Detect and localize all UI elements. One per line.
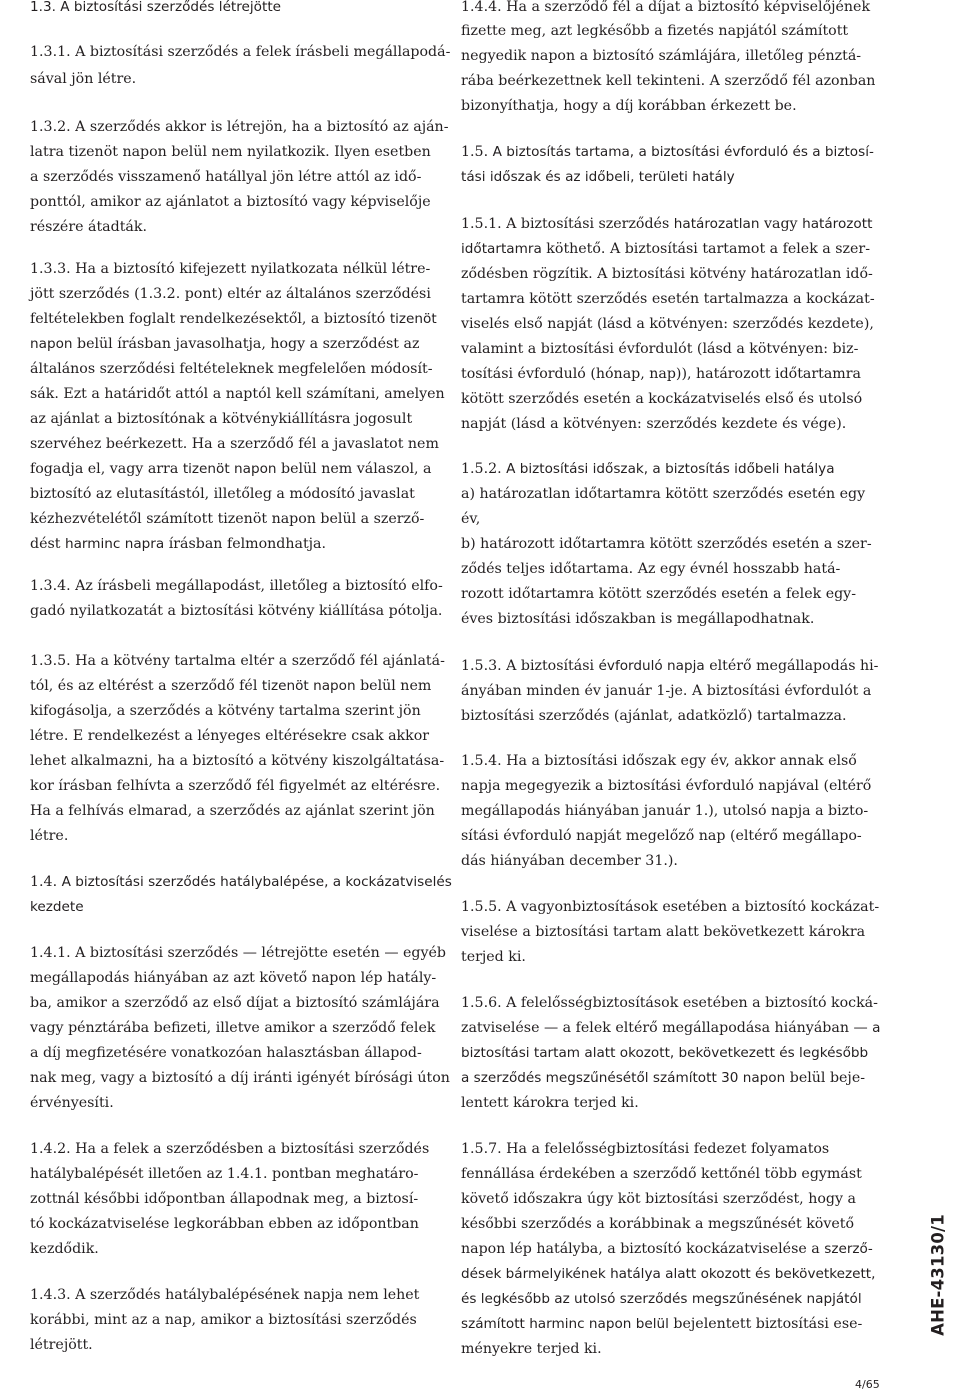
text-line: [461, 684, 871, 698]
body-text: nak meg, vagy a biztosító a díj iránti igényét bírósági úton: [30, 1070, 450, 1086]
body-text: 1.3.5. Ha a kötvény tartalma eltér a szerződő fél ajánlatá-: [30, 653, 445, 669]
body-text: gadó nyilatkozatát a biztosítási kötvény kiállítása pótolja.: [30, 603, 443, 619]
text-line: [461, 1292, 862, 1307]
body-text: éves biztosítási időszakban is megállapodhatnak.: [461, 611, 815, 627]
body-text: jött szerződés (1.3.2. pont) eltér az általános szerződési: [30, 286, 431, 302]
body-text: zatviselése — a felek eltérő megállapodása hiányában —: [461, 1020, 873, 1036]
body-text: kor írásban felhívta a szerződő fél figyelmét az eltérésre.: [30, 778, 441, 794]
text-line: [461, 996, 878, 1010]
body-text: 1.5.7. Ha a felelősségbiztosítási fedezet folyamatos: [461, 1141, 830, 1157]
body-text: 1.5.6. A felelősségbiztosítások esetében a biztosító kocká-: [461, 995, 878, 1011]
body-text: belül írásban javasolhatja, hogy a szerződést az: [72, 336, 420, 352]
text-line: [461, 709, 846, 723]
text-line: [30, 1096, 114, 1110]
body-text: 1.5.1. A biztosítási szerződés: [461, 216, 674, 232]
body-text: dás hiányában december 31.).: [461, 853, 678, 869]
text-line: [30, 946, 446, 960]
text-line: [30, 1192, 418, 1206]
text-line: [30, 337, 419, 352]
text-line: [461, 317, 874, 331]
emphasis-text: a szerződés megszűnésétől számított 30 napon: [461, 1070, 786, 1086]
text-line: [30, 604, 442, 618]
body-text: rozott időtartamra kötött szerződés esetén a felek egy-: [461, 586, 856, 602]
body-text: ba, amikor a szerződő az első díjat a biztosító számlájára: [30, 995, 440, 1011]
text-line: [30, 412, 412, 426]
body-text: részére átadták.: [30, 219, 147, 235]
text-line: [461, 925, 865, 939]
emphasis-text: évforduló napja: [598, 658, 705, 674]
body-text: érvényesíti.: [30, 1095, 114, 1111]
body-text: napon lép hatályba, a biztosító kockázatviselése a: [461, 1241, 825, 1257]
text-line: [461, 342, 858, 356]
emphasis-text: a: [872, 1020, 881, 1036]
text-line: [461, 1167, 862, 1181]
body-text: létre. E rendelkezést a lényeges eltérésekre csak akkor: [30, 728, 430, 744]
text-line: [30, 579, 443, 593]
emphasis-text: A biztosítási szerződés hatálybalépése, a kockázatviselés: [61, 874, 452, 890]
page-number: 4/65: [855, 1378, 880, 1391]
body-text: tosítási évforduló (hónap, nap)), határozott időtartamra: [461, 366, 861, 382]
text-line: [461, 950, 526, 964]
body-text: negyedik napon a biztosító számlájára, illetőleg pénztá-: [461, 48, 862, 64]
body-text: zottnál későbbi időpontban állapodnak meg, a biztosí-: [30, 1191, 419, 1207]
body-text: fennállása érdekében a szerződő kettőnél több egymást: [461, 1166, 862, 1182]
body-text: bizonyíthatja, hogy a díj korábban érkezett be.: [461, 98, 797, 114]
text-line: [30, 1313, 417, 1327]
text-line: [30, 512, 424, 526]
emphasis-text: 1.3. A biztosítási szerződés létrejötte: [30, 0, 282, 15]
text-line: [30, 312, 437, 327]
emphasis-text: dések bármelyikének hatálya alatt okozott és bekövetkezett,: [461, 1266, 876, 1282]
text-line: [461, 242, 870, 257]
body-text: hatálybalépését illetően az 1.4.1. pontban meghatáro-: [30, 1166, 419, 1182]
body-text: megállapodás hiányában az azt követő napon lép hatály-: [30, 970, 437, 986]
text-line: [30, 1167, 418, 1181]
text-line: [461, 74, 875, 88]
body-text: belül nem válaszol, a: [276, 461, 432, 477]
text-line: [30, 120, 449, 134]
text-line: [461, 562, 840, 576]
body-text: eltérő megállapodás hi-: [704, 658, 879, 674]
body-text: 1.4.2. Ha a felek a szerződésben a biztosítási szerződés: [30, 1141, 430, 1157]
text-line: [461, 1142, 829, 1156]
emphasis-text: tási időszak és az időbeli, területi hatály: [461, 169, 735, 185]
text-line: [30, 779, 440, 793]
body-text: belül nem: [355, 678, 432, 694]
body-text: ződésben rögzítik. A biztosítási kötvény határozatlan idő-: [461, 266, 873, 282]
text-line: [30, 462, 432, 477]
text-line: [30, 654, 445, 668]
text-line: [461, 1021, 881, 1036]
body-text: fogadja el, vagy arra: [30, 461, 183, 477]
emphasis-text: időtartamra: [461, 241, 542, 257]
text-line: [30, 1288, 419, 1302]
body-text: megállapodás hiányában január 1.), utolsó napja a bizto-: [461, 803, 869, 819]
text-line: [30, 1046, 422, 1060]
text-line: [30, 45, 450, 59]
text-line: [461, 367, 861, 381]
emphasis-text: és legkésőbb az utolsó szerződés megszűnésének napjától: [461, 1291, 862, 1307]
document-code-text: AHE-43130/1: [928, 1214, 948, 1336]
body-text: korábbi, mint az a nap, amikor a biztosítási szerződés: [30, 1312, 417, 1328]
text-line: [461, 292, 875, 306]
text-line: [30, 145, 431, 159]
text-line: [30, 754, 444, 768]
text-line: [461, 1071, 865, 1086]
body-text: szervéhez beérkezett. Ha a szerződő fél a javaslatot nem: [30, 436, 439, 452]
body-text: 1.3.1. A biztosítási szerződés a felek írásbeli megállapodá-: [30, 44, 451, 60]
body-text: Ha a felhívás elmarad, a szerződés az ajánlat szerint jön: [30, 803, 435, 819]
text-line: [461, 145, 874, 160]
body-text: kezdődik.: [30, 1241, 99, 1257]
body-text: vagy: [759, 216, 803, 232]
body-text: 1.3.4. Az írásbeli megállapodást, illetőleg a biztosító elfo-: [30, 578, 443, 594]
body-text: rába beérkezettnek kell tekinteni. A szerződő fél azonban: [461, 73, 876, 89]
body-text: biztosítási szerződés (ajánlat, adatközlő) tartalmazza.: [461, 708, 847, 724]
text-line: [461, 587, 856, 601]
body-text: év,: [461, 511, 481, 527]
body-text: feltételekben foglalt rendelkezésektől, a biztosító: [30, 311, 390, 327]
emphasis-text: tizenöt napon: [261, 678, 356, 694]
body-text: ponttól, amikor az ajánlatot a biztosító vagy képviselője: [30, 194, 431, 210]
text-line: [461, 779, 871, 793]
text-line: [461, 392, 862, 406]
body-text: lehet alkalmazni, ha a biztosító a kötvény kiszolgáltatása-: [30, 753, 445, 769]
body-text: napja megegyezik a biztosítási évforduló napjával (eltérő: [461, 778, 872, 794]
emphasis-text: számított harminc napon belül: [461, 1316, 669, 1332]
body-text: tó kockázatviselése legkorábban ebben az időpontban: [30, 1216, 419, 1232]
body-text: későbbi szerződés a korábbinak a megszűnését követő: [461, 1216, 855, 1232]
body-text: a díj megfizetésére vonatkozóan halasztásban állapod-: [30, 1045, 422, 1061]
emphasis-text: harminc napra: [64, 536, 165, 552]
body-text: fizette meg, azt legkésőbb a fizetés napjától számított: [461, 23, 849, 39]
body-text: követő időszakra úgy köt biztosítási szerződést, hogy a: [461, 1191, 856, 1207]
body-text: ányában minden év január 1-je. A biztosítási évfordulót a: [461, 683, 872, 699]
body-text: ményekre terjed ki.: [461, 1341, 602, 1357]
text-line: [30, 220, 147, 234]
body-text: 1.4.4. Ha a szerződő fél a díjat a biztosító képviselőjének: [461, 0, 871, 15]
text-line: [461, 217, 872, 232]
body-text: a) határozatlan időtartamra kötött szerződés esetén egy: [461, 486, 866, 502]
text-line: [30, 262, 430, 276]
text-line: [30, 1217, 419, 1231]
text-line: [461, 49, 861, 63]
text-line: [30, 287, 431, 301]
body-text: valamint a biztosítási évfordulót (lásd a kötvényen: biz-: [461, 341, 859, 357]
body-text: 1.4.: [30, 874, 62, 890]
body-text: 1.5.5. A vagyonbiztosítások esetében a biztosító kockázat-: [461, 899, 880, 915]
body-text: köthető. A biztosítási tartamot a felek a szer-: [541, 241, 871, 257]
text-line: [461, 99, 797, 113]
text-line: [30, 996, 440, 1010]
text-line: [461, 512, 480, 526]
text-line: [461, 1046, 868, 1061]
body-text: biztosító az elutasítástól, illetőleg a módosító javaslat: [30, 486, 415, 502]
text-line: [30, 875, 452, 890]
text-line: [461, 417, 846, 431]
text-line: [30, 704, 421, 718]
body-text: belül beje-: [785, 1070, 866, 1086]
body-text: b) határozott időtartamra kötött szerződés esetén a szer-: [461, 536, 872, 552]
text-line: [30, 170, 421, 184]
text-line: [30, 1242, 99, 1256]
body-text: tól, és az eltérést a szerződő fél: [30, 678, 262, 694]
body-text: tartamra kötött szerződés esetén tartalmazza a kockázat-: [461, 291, 875, 307]
text-line: [30, 1142, 429, 1156]
emphasis-text: napon: [30, 336, 73, 352]
text-line: [30, 829, 68, 843]
body-text: dést: [30, 536, 65, 552]
text-line: [30, 487, 415, 501]
text-line: [461, 537, 872, 551]
body-text: létre.: [30, 828, 69, 844]
emphasis-text: határozott: [802, 216, 873, 232]
body-text: 1.3.2. A szerződés akkor is létrejön, ha a biztosító az aján-: [30, 119, 449, 135]
body-text: 1.5.2.: [461, 461, 507, 477]
body-text: sítási évforduló napját megelőző nap (eltérő megállapo-: [461, 828, 862, 844]
document-code: [925, 1200, 951, 1350]
text-line: [30, 729, 429, 743]
body-text: sák. Ezt a határidőt attól a naptól kell számítani, amelyen: [30, 386, 445, 402]
text-line: [30, 195, 431, 209]
emphasis-text: biztosítási tartam alatt okozott, bekövetkezett és legkésőbb: [461, 1045, 869, 1061]
text-line: [461, 1192, 856, 1206]
text-line: [30, 437, 439, 451]
text-line: [30, 804, 435, 818]
text-line: [461, 1242, 873, 1257]
text-line: [30, 0, 281, 15]
body-text: bejelentett biztosítási ese-: [668, 1316, 863, 1332]
text-line: [461, 170, 735, 185]
body-text: vagy pénztárába befizeti, illetve amikor a szerződő felek: [30, 1020, 436, 1036]
text-line: [30, 1071, 450, 1085]
text-line: [461, 659, 878, 674]
body-text: írásban felmondhatja.: [164, 536, 327, 552]
body-text: a szerződés visszamenő hatállyal jön létre attól az idő-: [30, 169, 422, 185]
body-text: 1.5.: [461, 144, 493, 160]
body-text: napját (lásd a kötvényen: szerződés kezdete és vége).: [461, 416, 847, 432]
text-line: [461, 754, 857, 768]
text-line: [461, 829, 862, 843]
body-text: kötött szerződés esetén a kockázatviselés első és utolsó: [461, 391, 863, 407]
emphasis-text: tizenöt: [389, 311, 437, 327]
body-text: 1.4.3. A szerződés hatálybalépésének napja nem lehet: [30, 1287, 420, 1303]
body-text: az ajánlat a biztosítónak a kötvénykiállításra jogosult: [30, 411, 413, 427]
body-text: kifogásolja, a szerződés a kötvény tartalma szerint jön: [30, 703, 421, 719]
body-text: 1.5.3. A biztosítási: [461, 658, 599, 674]
emphasis-text: A biztosítás tartama, a biztosítási évforduló és a biztosí-: [492, 144, 874, 160]
text-line: [461, 462, 835, 477]
text-line: [461, 612, 814, 626]
body-text: viselés első napját (lásd a kötvényen: szerződés kezdete),: [461, 316, 874, 332]
emphasis-text: szerző-: [824, 1241, 873, 1257]
body-text: lentett károkra terjed ki.: [461, 1095, 639, 1111]
body-text: sával jön létre.: [30, 71, 137, 87]
text-line: [30, 900, 84, 915]
text-line: [30, 1021, 435, 1035]
text-line: [461, 487, 865, 501]
body-text: kézhezvételétől számított tizenöt napon belül a szerző-: [30, 511, 425, 527]
body-text: ződés teljes időtartama. Az egy évnél hosszabb hatá-: [461, 561, 841, 577]
text-line: [461, 1267, 875, 1282]
body-text: 1.3.3. Ha a biztosító kifejezett nyilatkozata nélkül létre-: [30, 261, 431, 277]
text-line: [461, 1317, 862, 1332]
body-text: 1.4.1. A biztosítási szerződés — létrejötte esetén — egyéb: [30, 945, 446, 961]
emphasis-text: kezdete: [30, 899, 84, 915]
body-text: általános szerződési feltételeknek megfelelően módosít-: [30, 361, 433, 377]
text-line: [30, 537, 326, 552]
text-line: [30, 971, 436, 985]
text-line: [30, 72, 136, 86]
emphasis-text: tizenöt napon: [182, 461, 277, 477]
text-line: [30, 387, 445, 401]
text-line: [461, 1217, 854, 1231]
text-line: [461, 0, 870, 14]
text-line: [461, 1342, 602, 1356]
emphasis-text: A biztosítási időszak, a biztosítás időbeli hatálya: [506, 461, 835, 477]
body-text: latra tizenöt napon belül nem nyilatkozik. Ilyen esetben: [30, 144, 431, 160]
text-line: [30, 362, 433, 376]
text-line: [461, 24, 848, 38]
emphasis-text: határozatlan: [673, 216, 760, 232]
body-text: viselése a biztosítási tartam alatt bekövetkezett károkra: [461, 924, 866, 940]
body-text: 1.5.4. Ha a biztosítási időszak egy év, akkor annak első: [461, 753, 857, 769]
text-line: [30, 1338, 93, 1352]
text-line: [461, 1096, 639, 1110]
text-line: [461, 854, 678, 868]
text-line: [461, 267, 873, 281]
text-line: [461, 804, 868, 818]
body-text: létrejött.: [30, 1337, 93, 1353]
text-line: [30, 679, 431, 694]
body-text: terjed ki.: [461, 949, 526, 965]
text-line: [461, 900, 879, 914]
